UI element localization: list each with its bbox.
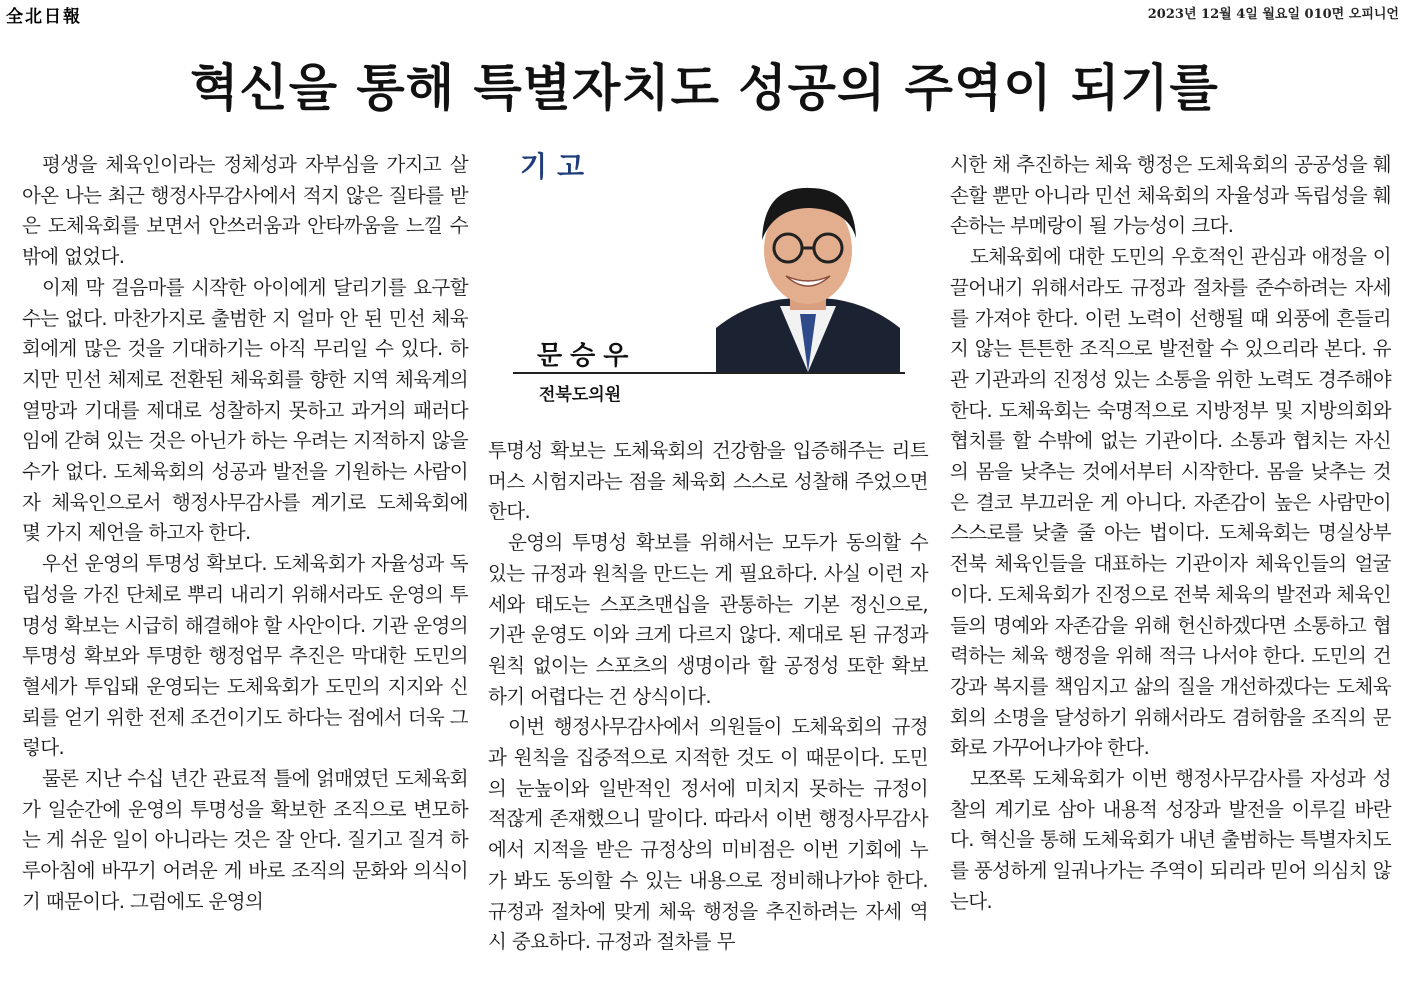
paragraph: 물론 지난 수십 년간 관료적 틀에 얽매였던 도체육회가 일순간에 운영의 투명성을 확보한 조직으로 변모하는 게 쉬운 일이 아니라는 것은 잘 안다. 질기고 질겨 하루아침에 바꾸기 어려운 게 바로 조직의 문화와 의식이기 때문이다. 그럼에도 운영의	[22, 767, 468, 913]
article-column-3	[950, 150, 1391, 918]
paragraph: 도체육회에 대한 도민의 우호적인 관심과 애정을 이끌어내기 위해서라도 규정과 절차를 준수하려는 자세를 가져야 한다. 이런 노력이 선행될 때 외풍에 흔들리지 않는 튼튼한 조직으로 발전할 수 있으리라 본다. 유관 기관과의 진정성 있는 소통을 위한 노력도 경주해야 한다. 도체육회는 숙명적으로 지방정부 및 지방의회와 협치를 할 수밖에 없는 기관이다. 소통과 협치는 자신의 몸을 낮추는 것에서부터 시작한다. 몸을 낮추는 것은 결코 부끄러운 게 아니다. 자존감이 높은 사람만이 스스로를 낮출 줄 아는 법이다. 도체육회는 명실상부 전북 체육인들을 대표하는 기관이자 체육인들의 얼굴이다. 도체육회가 진정으로 전북 체육의 발전과 체육인들의 명예와 자존감을 위해 헌신하겠다면 소통하고 협력하는 체육 행정을 위해 적극 나서야 한다. 도민의 건강과 복지를 책임지고 삶의 질을 개선하겠다는 도체육회의 소명을 달성하기 위해서라도 겸허함을 조직의 문화로 가꾸어나가야 한다.	[950, 245, 1391, 760]
dateline: 2023년 12월 4일 월요일 010면 오피니언	[1147, 7, 1399, 22]
section-label: 기고	[520, 150, 595, 183]
paragraph: 평생을 체육인이라는 정체성과 자부심을 가지고 살아온 나는 최근 행정사무감사에서 적지 않은 질타를 받은 도체육회를 보면서 안쓰러움과 안타까움을 느낄 수밖에 없었다.	[22, 153, 468, 269]
divider	[513, 372, 905, 374]
article-column-1	[22, 150, 468, 918]
author-name: 문승우	[537, 341, 637, 371]
paragraph: 시한 채 추진하는 체육 행정은 도체육회의 공공성을 훼손할 뿐만 아니라 민선 체육회의 자율성과 독립성을 훼손하는 부메랑이 될 가능성이 크다.	[950, 153, 1391, 238]
paragraph: 투명성 확보는 도체육회의 건강함을 입증해주는 리트머스 시험지라는 점을 체육회 스스로 성찰해 주었으면 한다.	[488, 439, 928, 524]
paragraph: 모쪼록 도체육회가 이번 행정사무감사를 자성과 성찰의 계기로 삼아 내용적 성장과 발전을 이루길 바란다. 혁신을 통해 도체육회가 내년 출범하는 특별자치도를 풍성하게 일궈나가는 주역이 되리라 믿어 의심치 않는다.	[950, 767, 1391, 913]
paragraph: 이번 행정사무감사에서 의원들이 도체육회의 규정과 원칙을 집중적으로 지적한 것도 이 때문이다. 도민의 눈높이와 일반적인 정서에 미치지 못하는 규정이 적잖게 존재했으니 말이다. 따라서 이번 행정사무감사에서 지적을 받은 규정상의 미비점은 이번 기회에 누가 봐도 동의할 수 있는 내용으로 정비해나가야 한다. 규정과 절차에 맞게 체육 행정을 추진하려는 자세 역시 중요하다. 규정과 절차를 무	[488, 715, 928, 954]
author-title: 전북도의원	[539, 385, 622, 405]
article-column-2	[488, 436, 928, 958]
newspaper-logo: 全北日報	[6, 7, 82, 27]
paragraph: 우선 운영의 투명성 확보다. 도체육회가 자율성과 독립성을 가진 단체로 뿌리 내리기 위해서라도 운영의 투명성 확보는 시급히 해결해야 할 사안이다. 기관 운영의 투명성 확보와 투명한 행정업무 추진은 막대한 도민의 혈세가 투입돼 운영되는 도체육회가 도민의 지지와 신뢰를 얻기 위한 전제 조건이기도 하다는 점에서 더욱 그렇다.	[22, 552, 469, 760]
author-photo	[716, 168, 900, 372]
paragraph: 운영의 투명성 확보를 위해서는 모두가 동의할 수 있는 규정과 원칙을 만드는 게 필요하다. 사실 이런 자세와 태도는 스포츠맨십을 관통하는 기본 정신으로, 기관 운영도 이와 크게 다르지 않다. 제대로 된 규정과 원칙 없이는 스포츠의 생명이라 할 공정성 또한 확보하기 어렵다는 건 상식이다.	[488, 531, 928, 708]
paragraph: 이제 막 걸음마를 시작한 아이에게 달리기를 요구할 수는 없다. 마찬가지로 출범한 지 얼마 안 된 민선 체육회에게 많은 것을 기대하기는 아직 무리일 수 있다. 하지만 민선 체제로 전환된 체육회를 향한 지역 체육계의 열망과 기대를 제대로 성찰하지 못하고 과거의 패러다임에 갇혀 있는 것은 아닌가 하는 우려는 지적하지 않을 수가 없다. 도체육회의 성공과 발전을 기원하는 사람이자 체육인으로서 행정사무감사를 계기로 도체육회에 몇 가지 제언을 하고자 한다.	[22, 275, 469, 545]
headline: 혁신을 통해 특별자치도 성공의 주역이 되기를	[190, 59, 1219, 117]
